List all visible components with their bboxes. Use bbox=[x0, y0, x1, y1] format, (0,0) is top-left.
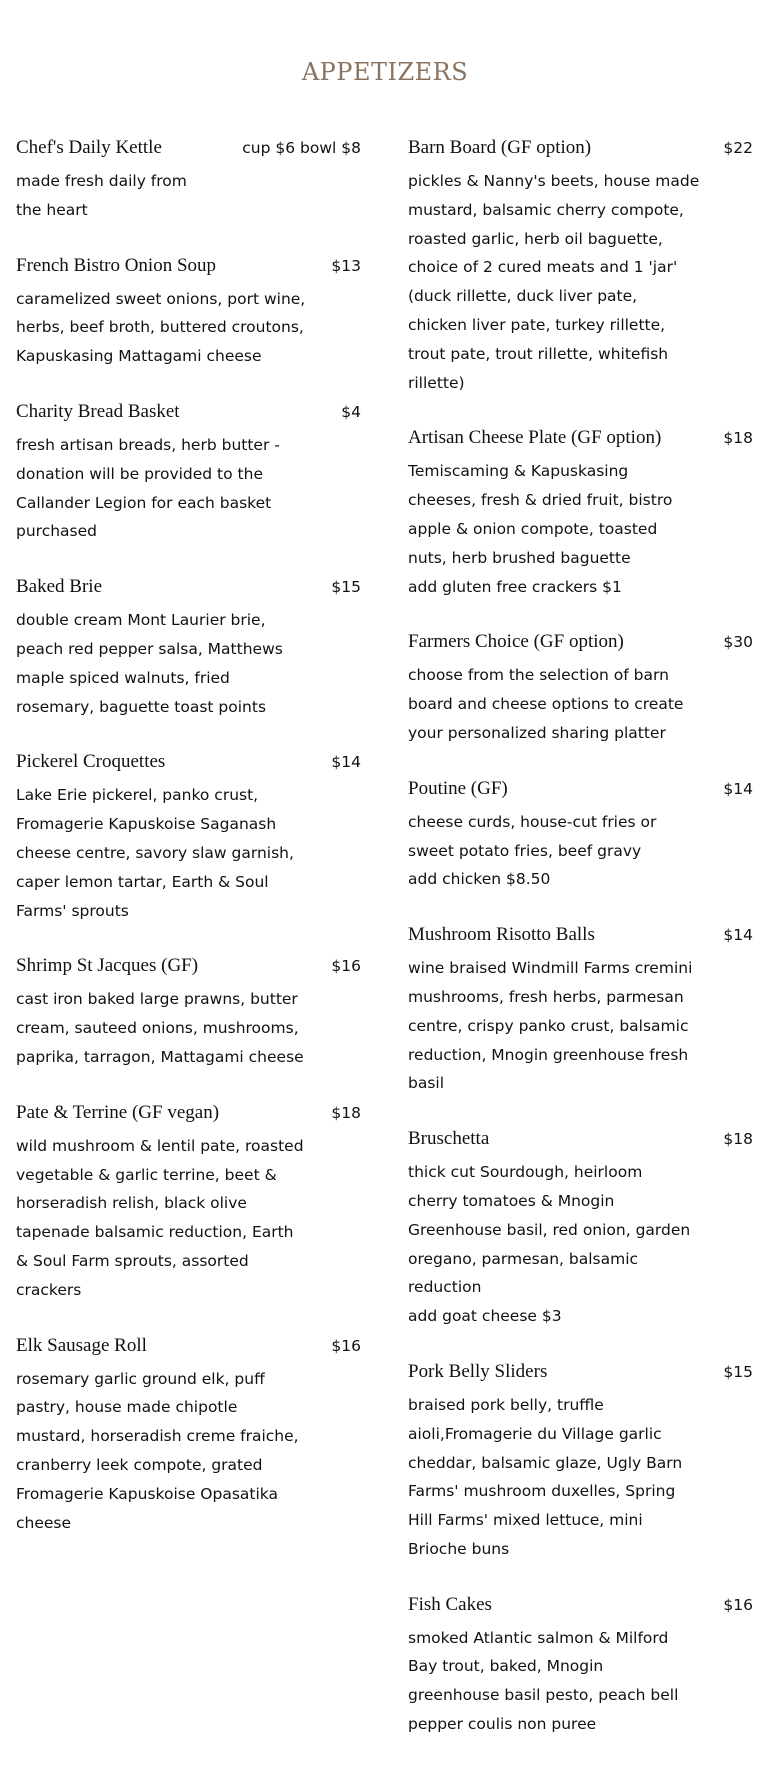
item-header bbox=[16, 1102, 361, 1132]
item-description: wild mushroom & lentil pate, roasted vegetable & garlic terrine, beet & horseradish relish, black olive tapenade balsamic reduction, Earth & Soul Farm sprouts, assorted crackers bbox=[16, 1136, 304, 1299]
item-price: $18 bbox=[723, 1130, 753, 1149]
item-header bbox=[408, 1594, 753, 1624]
menu-item bbox=[408, 1594, 753, 1739]
item-description: caramelized sweet onions, port wine, herbs, beef broth, buttered croutons, Kapuskasing Mattagami cheese bbox=[16, 289, 306, 366]
item-description: smoked Atlantic salmon & Milford Bay trout, baked, Mnogin greenhouse basil pesto, peach bell pepper coulis non puree bbox=[408, 1628, 679, 1734]
item-name: Poutine (GF) bbox=[408, 777, 508, 799]
item-description: thick cut Sourdough, heirloom cherry tomatoes & Mnogin Greenhouse basil, red onion, garden oregano, parmesan, balsamic reduction add goat cheese $3 bbox=[408, 1163, 691, 1326]
menu-item bbox=[16, 255, 361, 371]
item-name: French Bistro Onion Soup bbox=[16, 254, 217, 276]
item-price: $16 bbox=[723, 1595, 753, 1614]
menu-item bbox=[16, 1335, 361, 1538]
item-name: Farmers Choice (GF option) bbox=[408, 631, 624, 653]
menu-item bbox=[408, 924, 753, 1098]
item-description: wine braised Windmill Farms cremini mushrooms, fresh herbs, parmesan centre, crispy panko crust, balsamic reduction, Mnogin greenhouse fresh basil bbox=[408, 959, 693, 1093]
item-price: $30 bbox=[723, 633, 753, 652]
item-header bbox=[408, 631, 753, 661]
item-description: cheese curds, house-cut fries or sweet potato fries, beef gravy add chicken $8.50 bbox=[408, 812, 657, 889]
item-name: Pork Belly Sliders bbox=[408, 1360, 548, 1382]
menu-item bbox=[408, 427, 753, 601]
item-name: Charity Bread Basket bbox=[16, 400, 180, 422]
item-price: $18 bbox=[723, 429, 753, 448]
menu-item bbox=[408, 778, 753, 894]
item-name: Fish Cakes bbox=[408, 1593, 492, 1615]
menu-item bbox=[16, 576, 361, 721]
item-description: Temiscaming & Kapuskasing cheeses, fresh & dried fruit, bistro apple & onion compote, toasted nuts, herb brushed baguette add gluten free crackers $1 bbox=[408, 462, 673, 596]
item-name: Mushroom Risotto Balls bbox=[408, 924, 595, 946]
menu-item bbox=[16, 137, 361, 225]
item-description: choose from the selection of barn board and cheese options to create your personalized sharing platter bbox=[408, 666, 684, 742]
item-description: Lake Erie pickerel, panko crust, Fromagerie Kapuskoise Saganash cheese centre, savory slaw garnish, caper lemon tartar, Earth & Soul Farms' sprouts bbox=[16, 786, 294, 920]
item-description: pickles & Nanny's beets, house made mustard, balsamic cherry compote, roasted garlic, herb oil baguette, choice of 2 cured meats and 1 'jar' (duck rillette, duck liver pate, chicken liver pate, turkey rillette, trout pate, trout rillette, whitefish rillette) bbox=[408, 172, 700, 392]
item-name: Elk Sausage Roll bbox=[16, 1334, 147, 1356]
menu-item bbox=[408, 1128, 753, 1331]
item-price: $13 bbox=[331, 256, 361, 275]
item-name: Pate & Terrine (GF vegan) bbox=[16, 1101, 220, 1123]
item-header bbox=[408, 778, 753, 808]
menu-item bbox=[408, 1361, 753, 1564]
item-price: $14 bbox=[723, 779, 753, 798]
item-description: cast iron baked large prawns, butter cream, sauteed onions, mushrooms, paprika, tarragon, Mattagami cheese bbox=[16, 990, 304, 1066]
item-header bbox=[408, 1128, 753, 1158]
item-price: $22 bbox=[723, 139, 753, 157]
item-header bbox=[408, 427, 753, 457]
item-price: cup $6 bowl $8 bbox=[242, 139, 361, 157]
item-header bbox=[16, 955, 361, 985]
item-price: $14 bbox=[723, 926, 753, 945]
menu-item bbox=[16, 401, 361, 546]
item-description: made fresh daily from the heart bbox=[16, 172, 187, 219]
item-header bbox=[16, 751, 361, 781]
menu-item bbox=[16, 1102, 361, 1305]
item-header bbox=[16, 401, 361, 431]
item-header bbox=[408, 1361, 753, 1391]
item-name: Bruschetta bbox=[408, 1128, 490, 1150]
item-description: braised pork belly, truffle aioli,Fromagerie du Village garlic cheddar, balsamic glaze, Ugly Barn Farms' mushroom duxelles, Spring Hill Farms' mixed lettuce, mini Brioche buns bbox=[408, 1395, 683, 1558]
item-name: Shrimp St Jacques (GF) bbox=[16, 955, 199, 977]
item-header bbox=[16, 576, 361, 606]
item-header bbox=[16, 255, 361, 285]
menu-item bbox=[408, 137, 753, 397]
item-name: Artisan Cheese Plate (GF option) bbox=[408, 427, 662, 449]
menu-item bbox=[16, 751, 361, 925]
item-description: fresh artisan breads, herb butter - donation will be provided to the Callander Legion for each basket purchased bbox=[16, 435, 280, 541]
item-header bbox=[408, 137, 753, 167]
menu-item bbox=[16, 955, 361, 1071]
item-price: $14 bbox=[331, 753, 361, 772]
item-header bbox=[16, 137, 361, 167]
item-price: $4 bbox=[341, 402, 361, 421]
item-price: $16 bbox=[331, 957, 361, 976]
item-price: $16 bbox=[331, 1336, 361, 1355]
item-price: $15 bbox=[723, 1362, 753, 1381]
section-title: APPETIZERS bbox=[301, 58, 469, 86]
item-description: rosemary garlic ground elk, puff pastry, house made chipotle mustard, horseradish creme fraiche, cranberry leek compote, grated Fromagerie Kapuskoise Opasatika cheese bbox=[16, 1369, 299, 1532]
item-header bbox=[16, 1335, 361, 1365]
item-price: $15 bbox=[331, 578, 361, 597]
left-column bbox=[16, 137, 361, 1567]
item-name: Chef's Daily Kettle bbox=[16, 137, 162, 158]
item-price: $18 bbox=[331, 1103, 361, 1122]
right-column bbox=[408, 137, 753, 1769]
menu-item bbox=[408, 631, 753, 747]
item-name: Pickerel Croquettes bbox=[16, 751, 166, 773]
item-name: Baked Brie bbox=[16, 576, 103, 598]
item-name: Barn Board (GF option) bbox=[408, 137, 592, 158]
item-description: double cream Mont Laurier brie, peach red pepper salsa, Matthews maple spiced walnuts, fried rosemary, baguette toast points bbox=[16, 611, 283, 716]
item-header bbox=[408, 924, 753, 954]
